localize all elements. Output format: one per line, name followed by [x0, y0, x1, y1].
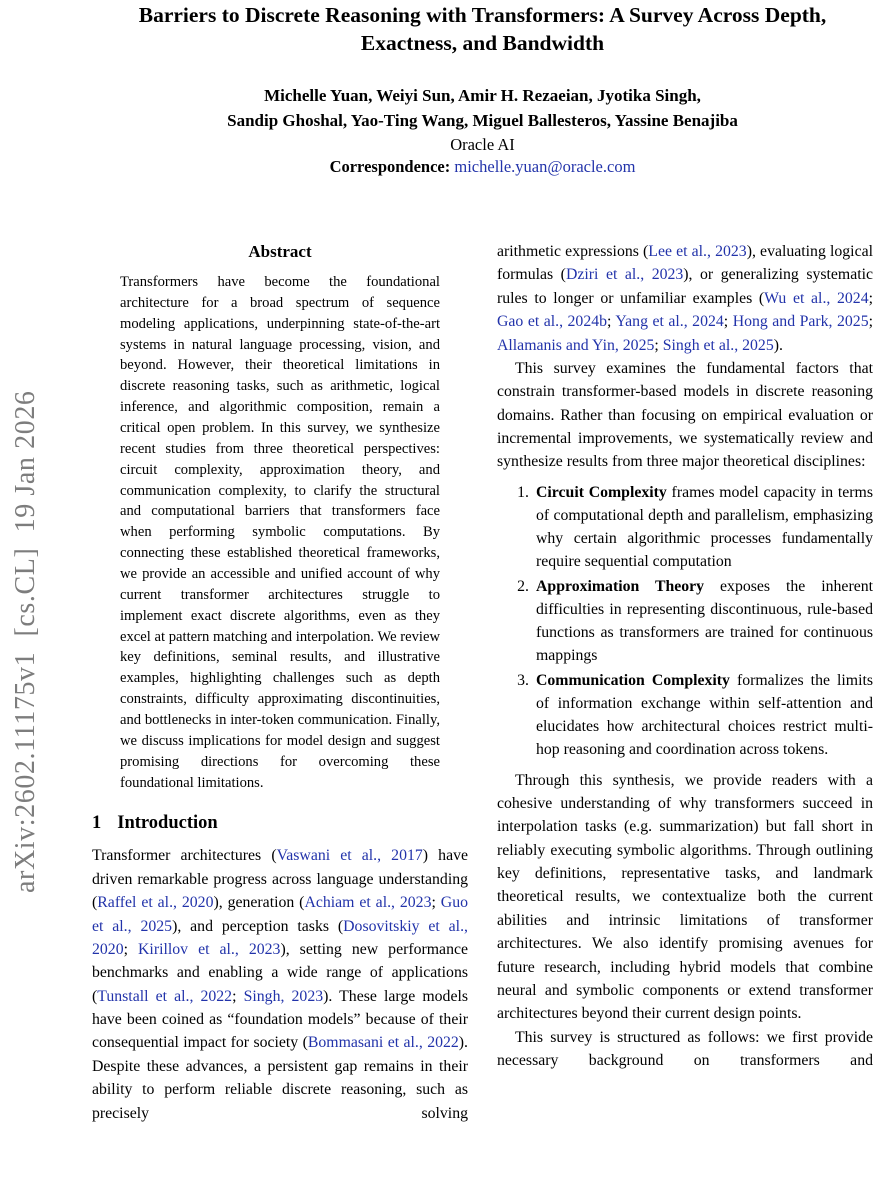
text-segment: ). Despite these advances, a persistent gap remains in their ability to perform reliable discrete reasoning, such as precisely solving [92, 1034, 468, 1122]
text-segment: ; [654, 336, 663, 354]
abstract-section [92, 242, 468, 793]
affiliation: Oracle AI [450, 135, 515, 155]
citation-link[interactable]: Kirillov et al., 2023 [138, 940, 281, 958]
citation-link[interactable]: Hong and Park, 2025 [732, 313, 869, 331]
citation-link[interactable]: Vaswani et al., 2017 [276, 847, 423, 865]
bold-term: Circuit Complexity [536, 483, 667, 501]
list-item-number: 2. [517, 578, 529, 595]
abstract-heading: Abstract [248, 242, 312, 261]
two-column-body [92, 240, 873, 1200]
text-segment: ) have driven remarkable progress across language understanding ( [92, 847, 468, 912]
text-segment: ; [123, 940, 139, 958]
text-segment: ; [723, 313, 733, 331]
citation-link[interactable]: Dziri et al., 2023 [565, 266, 684, 284]
list-item-communication-complexity [511, 669, 873, 761]
text-segment: Transformer architectures ( [92, 847, 277, 865]
correspondence-email-link[interactable]: michelle.yuan@oracle.com [454, 157, 636, 177]
left-column [92, 240, 468, 1200]
text-segment: ). [773, 336, 783, 354]
citation-link[interactable]: Allamanis and Yin, 2025 [497, 336, 655, 354]
text-segment: ), setting new performance benchmarks and enabling a wide range of applications ( [92, 940, 468, 1005]
text-segment: ), or generalizing systematic rules to longer or unfamiliar examples ( [497, 266, 873, 307]
text-segment: ; [232, 987, 244, 1005]
text-segment: ; [868, 289, 873, 307]
text-segment: formalizes the limits of information exchange within self-attention and elucidates how architectural choices restrict multi-hop reasoning and coordination across tokens. [536, 672, 873, 759]
text-segment: ; [607, 313, 616, 331]
list-item-number: 1. [517, 483, 529, 501]
intro-paragraph-1-right [497, 240, 873, 357]
authors-line-2: Sandip Ghoshal, Yao-Ting Wang, Miguel Ballesteros, Yassine Benajiba [227, 110, 738, 130]
citation-link[interactable]: Achiam et al., 2023 [304, 894, 432, 912]
list-item-approximation-theory [511, 575, 873, 667]
authors-block [92, 84, 873, 133]
text-segment: ; [431, 894, 441, 912]
correspondence-line [92, 157, 873, 177]
text-segment: frames model capacity in terms of computational depth and parallelism, emphasizing why certain algorithmic processes fundamentally require sequential computation [536, 483, 873, 570]
list-item-text [536, 669, 873, 761]
intro-paragraph-3: Through this synthesis, we provide readers with a cohesive understanding of why transformers succeed in interpolation tasks (e.g. summarization) but fall short in reliably executing symbolic algorithms. Through outlining key definitions, representative tasks, and landmark theoretical results, we contextualize both the current abilities and intrinsic limitations of transformer architectures. We also identify promising avenues for future research, including hybrid models that combine neural and symbolic components or extend transformer architectures beyond their current design points. [497, 771, 873, 1023]
right-column [497, 240, 873, 1200]
citation-link[interactable]: Bommasani et al., 2022 [307, 1034, 459, 1052]
citation-link[interactable]: Raffel et al., 2020 [97, 894, 214, 912]
text-segment: ), and perception tasks ( [172, 917, 344, 935]
citation-link[interactable]: Tunstall et al., 2022 [97, 987, 233, 1005]
paper-header [92, 2, 873, 177]
paper-title: Barriers to Discrete Reasoning with Transformers: A Survey Across Depth, Exactness, and Bandwidth [138, 3, 827, 55]
text-segment: ), evaluating logical formulas ( [497, 243, 873, 284]
correspondence-label: Correspondence: [329, 157, 451, 177]
intro-paragraph-1-left [92, 844, 468, 1125]
bold-term: Approximation Theory [536, 578, 705, 595]
list-item-text [536, 575, 873, 667]
citation-link[interactable]: Lee et al., 2023 [648, 243, 747, 260]
intro-paragraph-2: This survey examines the fundamental factors that constrain transformer-based models in discrete reasoning domains. Rather than focusing on empirical evaluation or incremental improvements, we systematically review and synthesize results from three major theoretical disciplines: [497, 359, 873, 471]
arxiv-watermark: arXiv:2602.11175v1 [cs.CL] 19 Jan 2026 [10, 390, 41, 893]
citation-link[interactable]: Yang et al., 2024 [615, 313, 724, 331]
list-item-circuit-complexity [511, 481, 873, 573]
text-segment: ). These large models have been coined as “foundation models” because of their consequential impact for society ( [92, 987, 468, 1052]
theory-disciplines-list [497, 481, 873, 762]
text-segment: ), generation ( [213, 894, 305, 912]
section-heading-introduction [92, 813, 468, 834]
list-item-number: 3. [517, 672, 529, 690]
bold-term: Communication Complexity [536, 672, 730, 690]
intro-paragraph-4: This survey is structured as follows: we first provide necessary background on transformers and [497, 1028, 873, 1069]
section-title: Introduction [117, 813, 218, 834]
citation-link[interactable]: Dosovitskiy et al., 2020 [92, 917, 468, 958]
authors-line-1: Michelle Yuan, Weiyi Sun, Amir H. Rezaeian, Jyotika Singh, [264, 85, 701, 105]
citation-link[interactable]: Singh, 2023 [243, 987, 324, 1005]
section-number: 1 [92, 813, 102, 834]
citation-link[interactable]: Gao et al., 2024b [497, 313, 608, 331]
citation-link[interactable]: Wu et al., 2024 [764, 289, 869, 307]
citation-link[interactable]: Guo et al., 2025 [92, 894, 468, 935]
list-item-text [536, 481, 873, 573]
text-segment: arithmetic expressions ( [497, 243, 649, 260]
citation-link[interactable]: Singh et al., 2025 [662, 336, 774, 354]
text-segment: ; [868, 313, 873, 331]
text-segment: exposes the inherent difficulties in representing discontinuous, rule-based functions as transformers are trained for continuous mappings [536, 578, 873, 665]
abstract-text: Transformers have become the foundational architecture for a broad spectrum of sequence modeling applications, underpinning state-of-the-art systems in natural language processing, vision, and beyond. However, their theoretical limitations in discrete reasoning tasks, such as arithmetic, logical inference, and algorithmic composition, remain a critical open problem. In this survey, we synthesize recent studies from three theoretical perspectives: circuit complexity, approximation theory, and communication complexity, to clarify the structural and computational barriers that transformers face when performing symbolic computations. By connecting these established theoretical frameworks, we provide an accessible and unified account of why current transformer architectures struggle to implement exact discrete algorithms, even as they excel at pattern matching and interpolation. We review key definitions, seminal results, and illustrative examples, highlighting challenges such as depth constraints, difficulty approximating discontinuities, and bottlenecks in inter-token communication. Finally, we discuss implications for model design and suggest promising directions for overcoming these foundational limitations. [120, 274, 440, 791]
